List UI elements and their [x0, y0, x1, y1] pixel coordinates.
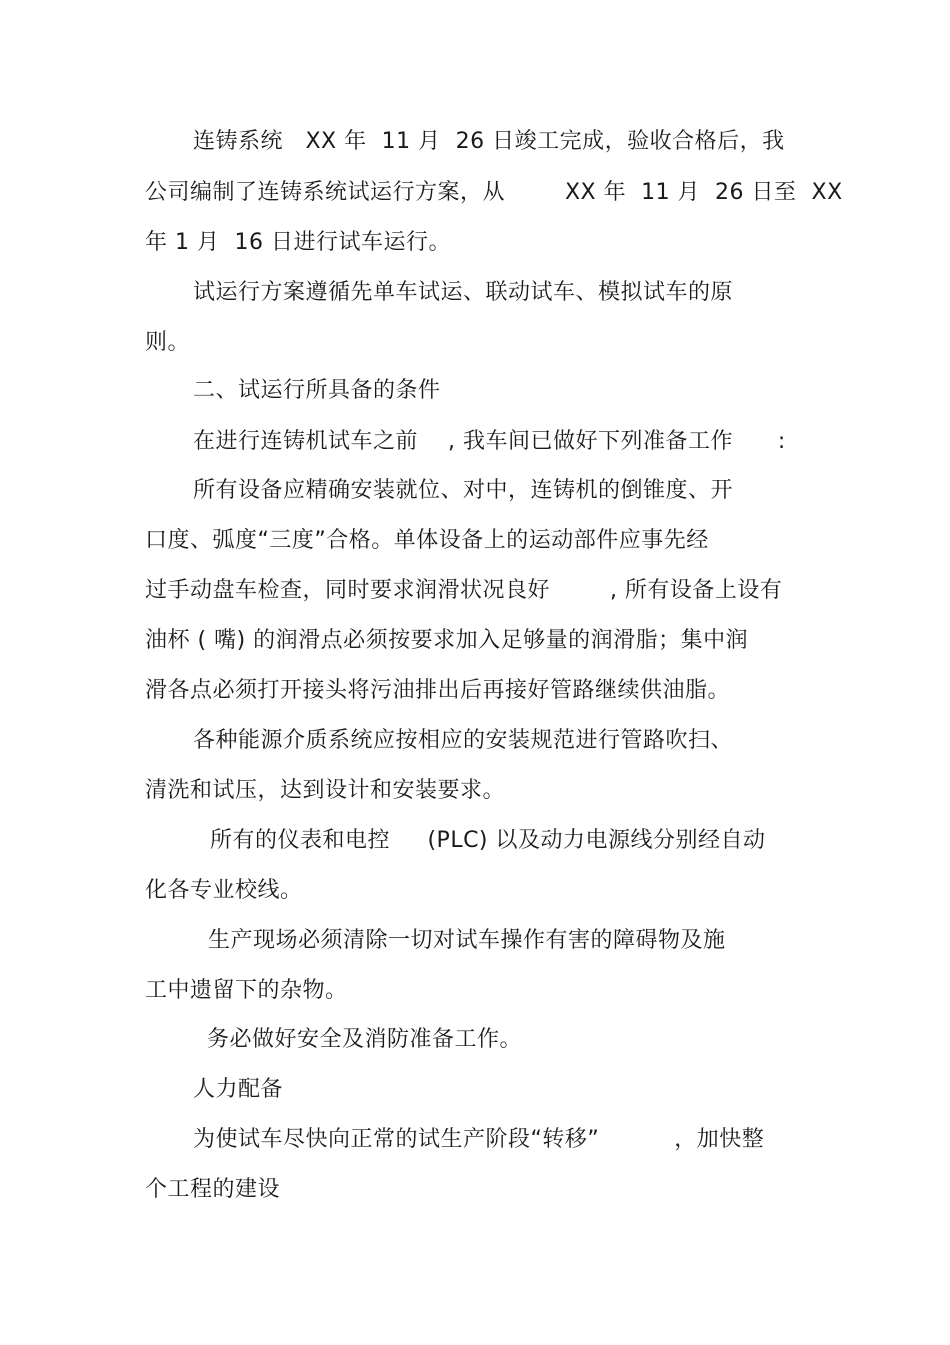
paragraph-line-7: 在进行连铸机试车之前 , 我车间已做好下列准备工作 : [193, 429, 786, 454]
paragraph-line-8: 所有设备应精确安装就位、对中，连铸机的倒锥度、开 [193, 478, 734, 503]
paragraph-line-21: 为使试车尽快向正常的试生产阶段“转移” ，加快整 [193, 1127, 765, 1152]
paragraph-line-22: 个工程的建设 [145, 1177, 281, 1202]
paragraph-line-18: 工中遗留下的杂物。 [145, 978, 348, 1003]
paragraph-line-10: 过手动盘车检查，同时要求润滑状况良好 , 所有设备上设有 [145, 578, 783, 603]
paragraph-line-12: 滑各点必须打开接头将污油排出后再接好管路继续供油脂。 [145, 678, 731, 703]
paragraph-line-11: 油杯 ( 嘴) 的润滑点必须按要求加入足够量的润滑脂；集中润 [145, 628, 749, 653]
paragraph-line-9: 口度、弧度“三度”合格。单体设备上的运动部件应事先经 [145, 528, 709, 553]
paragraph-line-16: 化各专业校线。 [145, 878, 303, 903]
paragraph-line-13: 各种能源介质系统应按相应的安装规范进行管路吹扫、 [193, 728, 734, 753]
paragraph-line-5: 则。 [145, 330, 191, 355]
subheading-manpower: 人力配备 [193, 1077, 284, 1102]
paragraph-line-17: 生产现场必须清除一切对试车操作有害的障碍物及施 [208, 928, 726, 953]
paragraph-line-1: 连铸系统 XX 年 11 月 26 日竣工完成，验收合格后，我 [193, 129, 785, 154]
paragraph-line-3: 年 1 月 16 日进行试车运行。 [145, 230, 451, 255]
paragraph-line-4: 试运行方案遵循先单车试运、联动试车、模拟试车的原 [193, 280, 734, 305]
paragraph-line-15: 所有的仪表和电控 (PLC) 以及动力电源线分别经自动 [210, 828, 766, 853]
paragraph-line-2: 公司编制了连铸系统试运行方案，从 XX 年 11 月 26 日至 XX [145, 180, 843, 205]
paragraph-line-14: 清洗和试压，达到设计和安装要求。 [145, 778, 506, 803]
section-heading: 二、试运行所具备的条件 [193, 378, 441, 403]
paragraph-line-19: 务必做好安全及消防准备工作。 [207, 1027, 523, 1052]
